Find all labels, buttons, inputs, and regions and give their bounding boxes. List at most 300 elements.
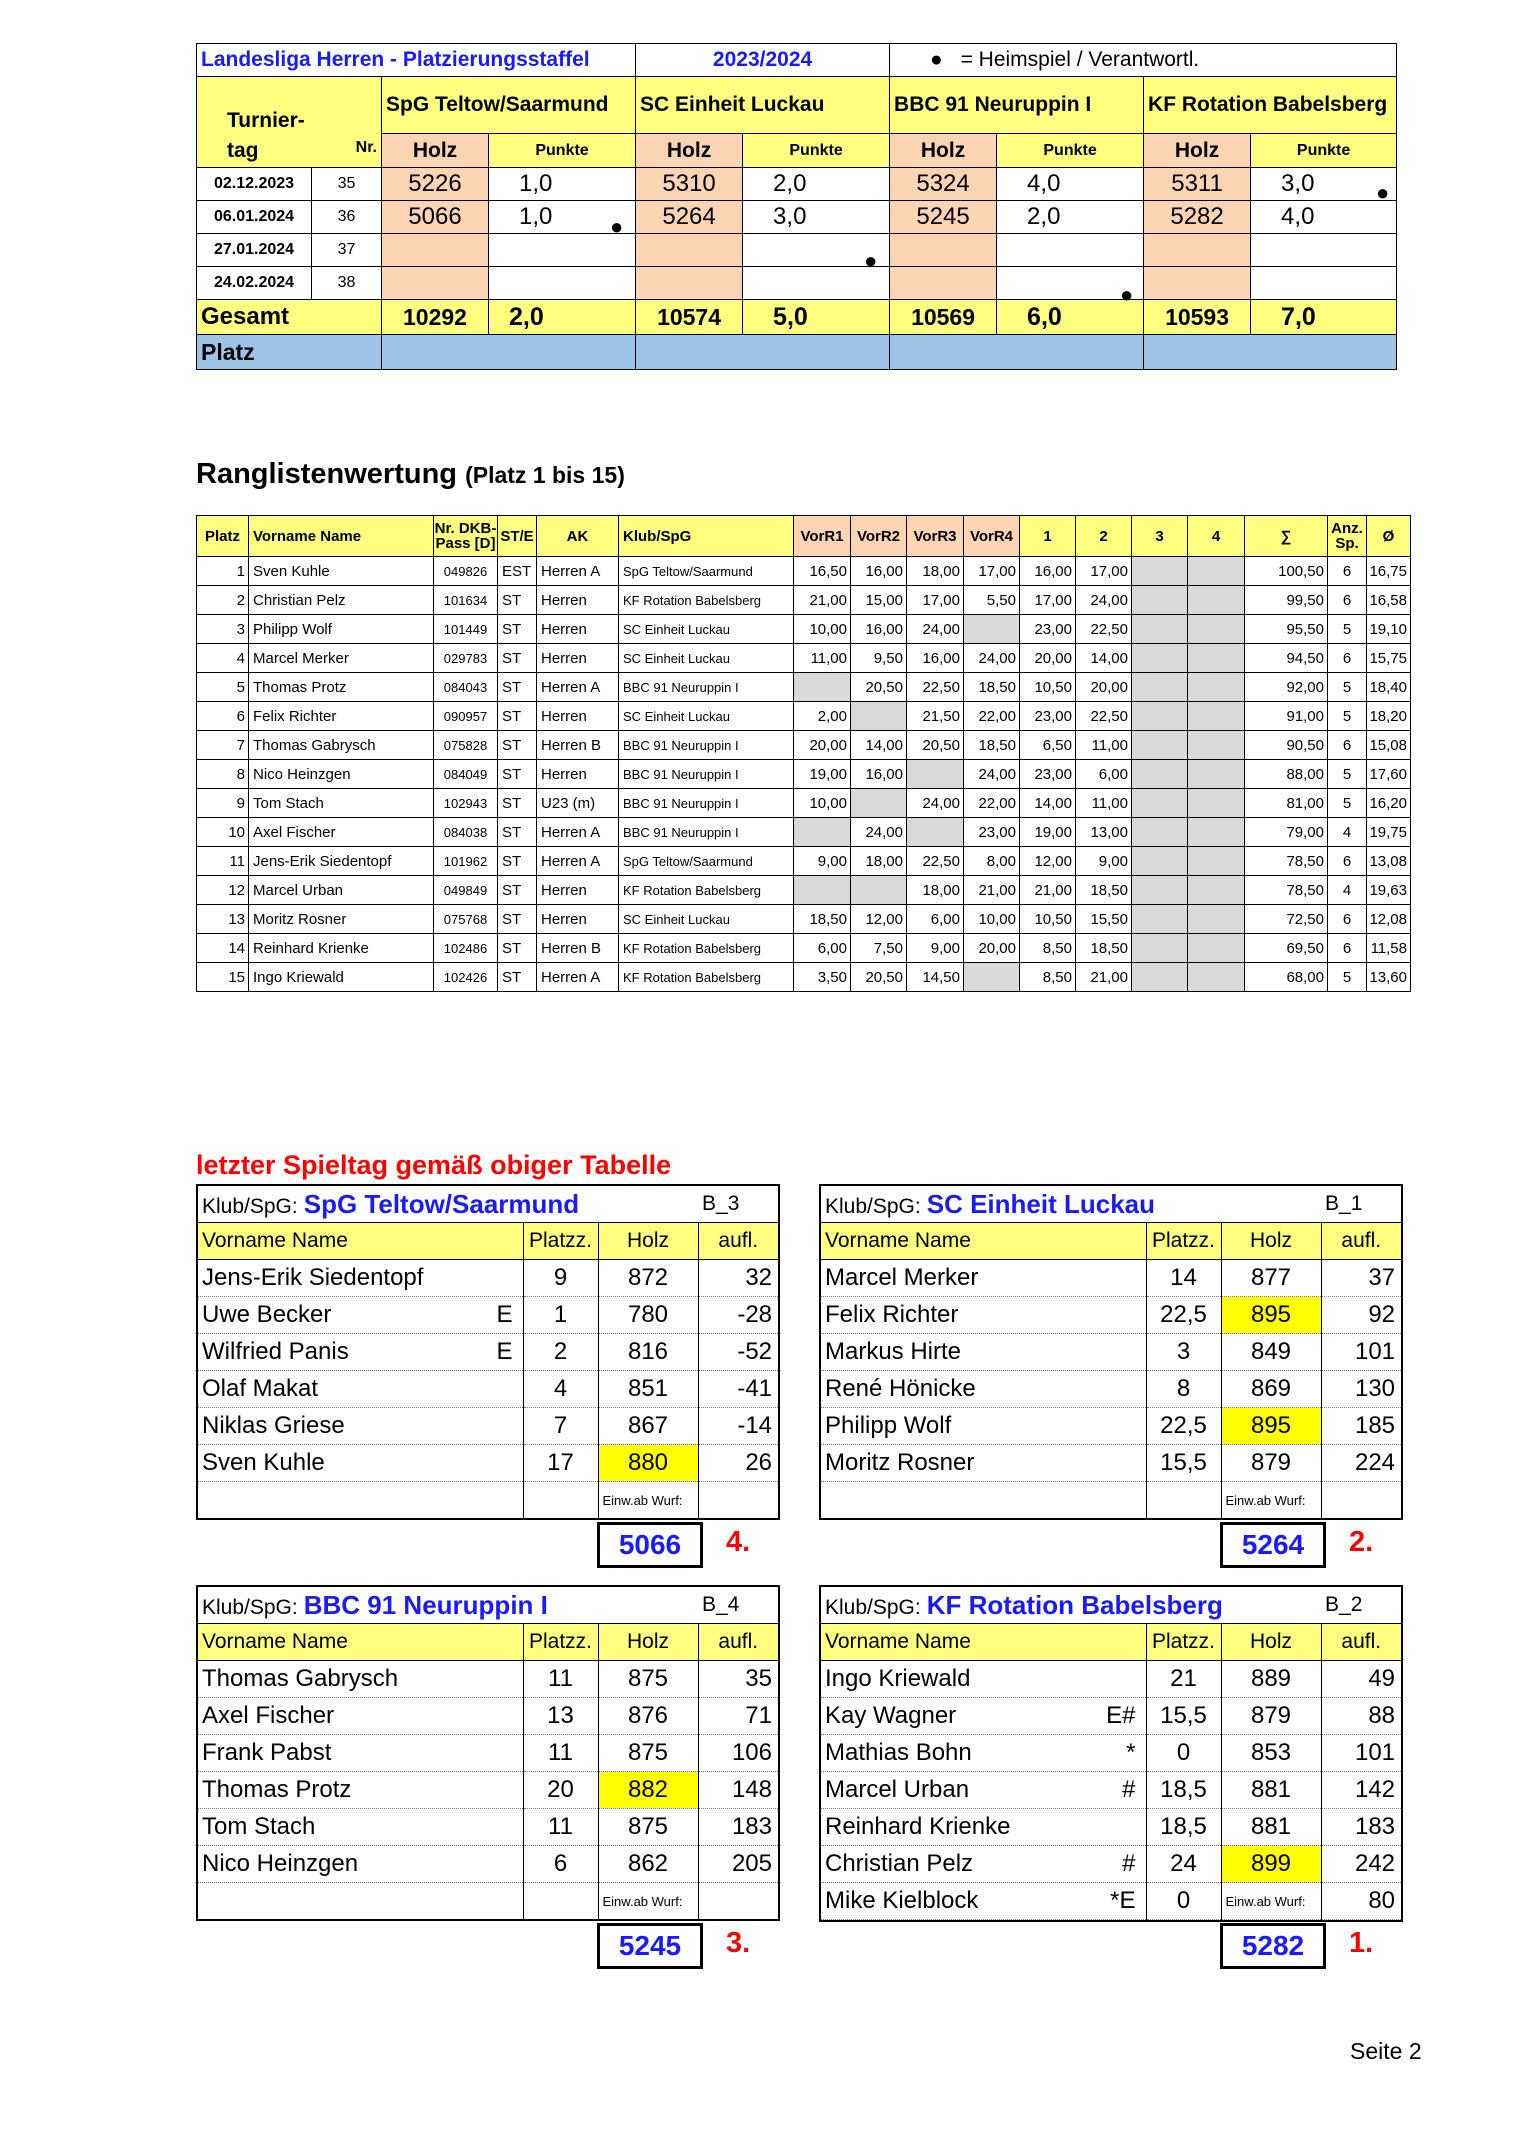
ranking-cell: 15,75 [1367,644,1411,673]
club-table [821,1186,1401,1518]
ranking-cell: Herren B [537,934,619,963]
ranking-cell: 18,50 [964,731,1020,760]
ranking-cell: 2,00 [794,702,851,731]
ranking-cell: KF Rotation Babelsberg [619,586,794,615]
page-number: Seite 2 [1350,2038,1422,2064]
player-row [198,1661,778,1698]
ranking-cell [1188,963,1245,992]
league-title: Landesliga Herren - Platzierungsstaffel [197,44,636,77]
ranking-column-header: VorR2 [851,516,907,557]
ranking-cell: 7 [197,731,249,760]
ranking-cell: 6,00 [794,934,851,963]
club-card [819,1184,1403,1520]
ranking-cell: 18,50 [1076,934,1132,963]
standings-body [197,168,1397,300]
player-platz: 18,5 [1146,1809,1221,1846]
gesamt-holz-2: 10574 [636,300,743,335]
nr-label: Nr. [355,139,377,156]
ranking-cell: SpG Teltow/Saarmund [619,557,794,586]
home-marker: ● [864,248,878,273]
club-header-row [821,1186,1401,1223]
ranking-cell: 24,00 [964,644,1020,673]
team-header-row [197,77,1397,134]
einw-label: Einw.ab Wurf: [598,1883,698,1920]
ranking-cell: Jens-Erik Siedentopf [249,847,434,876]
col-holz-header: Holz [1221,1624,1321,1661]
ranking-cell: 18,50 [794,905,851,934]
ranking-cell: Herren [537,876,619,905]
ranking-cell: 15,50 [1076,905,1132,934]
ranking-cell: ST [498,847,537,876]
punkte-value: 4,0 [1251,201,1397,234]
ranking-cell: 5 [1328,789,1367,818]
col-name-header: Vorname Name [198,1223,523,1260]
player-row [198,1260,778,1297]
player-name: Marcel Merker [825,1264,979,1291]
ranking-cell: SC Einheit Luckau [619,905,794,934]
player-aufl: 32 [698,1260,778,1297]
club-code: B_2 [1321,1587,1401,1624]
player-holz: 880 [598,1445,698,1482]
player-holz: 881 [1221,1809,1321,1846]
einw-row [821,1482,1401,1519]
player-platz: 8 [1146,1371,1221,1408]
player-row [198,1698,778,1735]
einw-value [698,1482,778,1519]
holz-header: Holz [1144,134,1251,168]
player-name-cell [198,1809,523,1846]
ranking-cell: 16,58 [1367,586,1411,615]
col-name-header: Vorname Name [821,1223,1146,1260]
ranking-cell [1188,731,1245,760]
ranking-cell: 24,00 [907,615,964,644]
ranking-cell: 17,00 [907,586,964,615]
ranking-column-header: Nr. DKB-Pass [D] [434,516,498,557]
ranking-cell: 102943 [434,789,498,818]
ranking-cell: 17,00 [964,557,1020,586]
team-name-4: KF Rotation Babelsberg [1144,77,1397,134]
punkte-value: 1,0 [489,201,636,234]
platz-cell [382,335,636,370]
ranking-cell: 19,75 [1367,818,1411,847]
player-name-cell [821,1445,1146,1482]
ranking-cell: 6,00 [907,905,964,934]
ranking-cell: 24,00 [964,760,1020,789]
punkte-value: 3,0 [743,201,890,234]
ranking-cell: Herren [537,905,619,934]
tournament-number: 37 [312,234,382,267]
ranking-cell: KF Rotation Babelsberg [619,963,794,992]
ranking-column-header: ∑ [1245,516,1328,557]
legend-text: = Heimspiel / Verantwortl. [960,48,1200,71]
punkte-header: Punkte [1251,134,1397,168]
holz-value [382,267,489,300]
ranking-cell: 6 [1328,586,1367,615]
ranking-cell: 78,50 [1245,847,1328,876]
ranking-cell: 17,00 [1076,557,1132,586]
gesamt-holz-3: 10569 [890,300,997,335]
player-name: Philipp Wolf [825,1412,952,1439]
ranking-cell: Tom Stach [249,789,434,818]
player-holz: 853 [1221,1735,1321,1772]
standings-title-row [197,44,1397,77]
player-aufl: 183 [698,1809,778,1846]
col-aufl-header: aufl. [1321,1624,1401,1661]
ranking-cell: 14,00 [1076,644,1132,673]
player-holz: 899 [1221,1846,1321,1883]
ranking-cell: 90,50 [1245,731,1328,760]
ranking-cell: ST [498,702,537,731]
player-name: Sven Kuhle [202,1449,325,1476]
ranking-cell: 6 [1328,557,1367,586]
player-row [198,1371,778,1408]
ranking-cell [1132,760,1188,789]
ranking-cell [1188,905,1245,934]
player-name-cell [198,1371,523,1408]
ranking-cell [1188,615,1245,644]
ranking-cell [1132,818,1188,847]
ranking-cell: 9,50 [851,644,907,673]
ranking-cell: 92,00 [1245,673,1328,702]
player-name: Wilfried Panis [202,1338,349,1365]
einw-value [698,1883,778,1920]
ranking-subtitle: (Platz 1 bis 15) [465,462,625,488]
ranking-cell: ST [498,905,537,934]
ranking-cell: Herren A [537,557,619,586]
ranking-cell: 15,00 [851,586,907,615]
ranking-cell: 22,50 [1076,702,1132,731]
club-table [198,1186,778,1518]
ranking-column-header: Klub/SpG [619,516,794,557]
ranking-cell: Marcel Urban [249,876,434,905]
player-aufl: 142 [1321,1772,1401,1809]
ranking-cell: Philipp Wolf [249,615,434,644]
ranking-cell: KF Rotation Babelsberg [619,934,794,963]
ranking-cell [907,818,964,847]
ranking-cell: 10,00 [794,789,851,818]
ranking-cell [794,673,851,702]
holz-value [890,267,997,300]
ranking-cell: 9 [197,789,249,818]
ranking-cell: 11,00 [1076,789,1132,818]
ranking-row [197,673,1411,702]
last-day-title: letzter Spieltag gemäß obiger Tabelle [196,1150,672,1180]
player-row [821,1735,1401,1772]
einw-spacer [821,1482,1146,1519]
col-aufl-header: aufl. [698,1624,778,1661]
ranking-cell: Ingo Kriewald [249,963,434,992]
ranking-cell: 20,50 [851,963,907,992]
punkte-value [1251,267,1397,300]
ranking-cell: 101962 [434,847,498,876]
ranking-row [197,731,1411,760]
player-aufl: 130 [1321,1371,1401,1408]
ranking-cell: ST [498,818,537,847]
ranking-cell: 21,00 [1076,963,1132,992]
player-aufl: 224 [1321,1445,1401,1482]
club-column-header-row [198,1624,778,1661]
ranking-column-header: VorR4 [964,516,1020,557]
ranking-cell: U23 (m) [537,789,619,818]
club-rank: 4. [726,1526,751,1558]
ranking-cell: 78,50 [1245,876,1328,905]
ranking-cell: 23,00 [1020,615,1076,644]
ranking-cell: 14 [197,934,249,963]
player-row [198,1408,778,1445]
ranking-cell: 7,50 [851,934,907,963]
player-name: Tom Stach [202,1813,316,1840]
platz-cell [890,335,1144,370]
ranking-cell: Nico Heinzgen [249,760,434,789]
sub-player-platz: 0 [1146,1883,1221,1920]
ranking-cell: 5 [1328,963,1367,992]
player-mark: # [1122,1776,1136,1803]
ranking-cell: BBC 91 Neuruppin I [619,673,794,702]
ranking-cell: Felix Richter [249,702,434,731]
holz-value [636,234,743,267]
holz-header: Holz [636,134,743,168]
ranking-cell: 10 [197,818,249,847]
player-name-cell [821,1260,1146,1297]
player-name: Moritz Rosner [825,1449,975,1476]
player-aufl: 26 [698,1445,778,1482]
ranking-cell: ST [498,731,537,760]
ranking-cell: 13 [197,905,249,934]
holz-value [1144,234,1251,267]
player-row [821,1661,1401,1698]
einw-row [198,1482,778,1519]
player-name-cell [198,1846,523,1883]
ranking-cell: 5 [1328,673,1367,702]
player-name: Axel Fischer [202,1702,335,1729]
player-name-cell [821,1698,1146,1735]
ranking-cell: 16,20 [1367,789,1411,818]
ranking-cell [1188,673,1245,702]
ranking-cell: 14,00 [1020,789,1076,818]
player-aufl: -41 [698,1371,778,1408]
einw-row [198,1883,778,1920]
tournament-number: 36 [312,201,382,234]
ranking-cell: 8,50 [1020,963,1076,992]
ranking-cell: 8,00 [964,847,1020,876]
ranking-cell: Herren B [537,731,619,760]
ranking-cell [1132,789,1188,818]
col-holz-header: Holz [598,1624,698,1661]
turnier-label: Turnier- [227,109,305,132]
einw-value [1321,1482,1401,1519]
player-name: Felix Richter [825,1301,959,1328]
gesamt-punkte-1: 2,0 [489,300,636,335]
club-header-row [198,1587,778,1624]
club-name: KF Rotation Babelsberg [926,1589,1223,1620]
ranking-cell: 19,63 [1367,876,1411,905]
ranking-cell [964,963,1020,992]
turniertag-header [197,77,382,168]
ranking-row [197,876,1411,905]
ranking-cell: 22,00 [964,702,1020,731]
gesamt-label: Gesamt [197,300,382,335]
player-row [198,1735,778,1772]
holz-value: 5264 [636,201,743,234]
player-name: Thomas Gabrysch [202,1665,399,1692]
ranking-cell: 21,00 [794,586,851,615]
ranking-cell [964,615,1020,644]
punkte-value [1251,234,1397,267]
ranking-cell: 15 [197,963,249,992]
col-aufl-header: aufl. [698,1223,778,1260]
ranking-cell: 24,00 [851,818,907,847]
player-name-cell [821,1809,1146,1846]
ranking-cell [1188,789,1245,818]
player-aufl: 205 [698,1846,778,1883]
ranking-cell: 8 [197,760,249,789]
ranking-cell: 13,60 [1367,963,1411,992]
club-total: 5245 [597,1923,703,1969]
ranking-cell: 18,00 [907,876,964,905]
ranking-cell: 5 [1328,760,1367,789]
ranking-cell: 16,00 [851,760,907,789]
club-header-row [821,1587,1401,1624]
player-mark: E [496,1338,513,1365]
tournament-number: 35 [312,168,382,201]
player-platz: 15,5 [1146,1698,1221,1735]
player-row [821,1260,1401,1297]
player-name-cell [198,1334,523,1371]
club-label: Klub/SpG: [825,1194,921,1218]
ranking-cell: 69,50 [1245,934,1328,963]
ranking-cell: 5 [1328,702,1367,731]
club-header [198,1186,698,1223]
ranking-row [197,644,1411,673]
ranking-cell: 12,08 [1367,905,1411,934]
ranking-cell: 20,50 [851,673,907,702]
player-holz: 849 [1221,1334,1321,1371]
player-aufl: 71 [698,1698,778,1735]
player-aufl: 185 [1321,1408,1401,1445]
player-name: Frank Pabst [202,1739,332,1766]
player-aufl: 148 [698,1772,778,1809]
ranking-cell: 029783 [434,644,498,673]
club-header [198,1587,698,1624]
ranking-cell: Marcel Merker [249,644,434,673]
player-platz: 6 [523,1846,598,1883]
holz-value [382,234,489,267]
player-name: Olaf Makat [202,1375,319,1402]
ranking-cell: 16,00 [851,557,907,586]
ranking-cell: 88,00 [1245,760,1328,789]
player-platz: 24 [1146,1846,1221,1883]
player-platz: 22,5 [1146,1297,1221,1334]
ranking-cell: 91,00 [1245,702,1328,731]
player-platz: 4 [523,1371,598,1408]
ranking-cell [1132,644,1188,673]
punkte-header: Punkte [489,134,636,168]
standings-row [197,201,1397,234]
ranking-row [197,615,1411,644]
player-row [821,1371,1401,1408]
player-platz: 9 [523,1260,598,1297]
player-name-cell [198,1445,523,1482]
ranking-cell [1188,847,1245,876]
player-name-cell [821,1334,1146,1371]
club-label: Klub/SpG: [202,1194,298,1218]
player-row [821,1846,1401,1883]
ranking-cell [1132,557,1188,586]
ranking-cell: Christian Pelz [249,586,434,615]
team-name-2: SC Einheit Luckau [636,77,890,134]
ranking-cell: Herren A [537,818,619,847]
holz-value: 5311 [1144,168,1251,201]
ranking-cell: 4 [197,644,249,673]
ranking-cell: 1 [197,557,249,586]
player-row [821,1698,1401,1735]
sub-player-aufl: 80 [1321,1883,1401,1920]
ranking-cell [1188,934,1245,963]
player-mark: # [1122,1850,1136,1877]
ranking-cell: ST [498,673,537,702]
player-mark: E [496,1301,513,1328]
ranking-column-header: VorR1 [794,516,851,557]
club-rank: 2. [1349,1526,1374,1558]
club-rank: 3. [726,1927,751,1959]
punkte-header: Punkte [743,134,890,168]
tournament-date: 27.01.2024 [197,234,312,267]
player-mark: E# [1106,1702,1136,1729]
holz-value: 5310 [636,168,743,201]
sub-player-name: Mike Kielblock [825,1887,979,1914]
player-name-cell [198,1297,523,1334]
ranking-cell: Herren [537,615,619,644]
player-holz: 875 [598,1661,698,1698]
ranking-cell: 20,00 [1020,644,1076,673]
ranking-cell: 10,00 [794,615,851,644]
platz-cell [636,335,890,370]
player-row [198,1297,778,1334]
sub-name-cell [821,1883,1146,1920]
player-platz: 20 [523,1772,598,1809]
ranking-row [197,760,1411,789]
ranking-cell: 68,00 [1245,963,1328,992]
player-holz: 867 [598,1408,698,1445]
club-total: 5066 [597,1522,703,1568]
ranking-cell: 10,50 [1020,905,1076,934]
ranking-cell: Herren [537,644,619,673]
ranking-cell: ST [498,586,537,615]
ranking-cell [1132,905,1188,934]
ranking-cell: ST [498,789,537,818]
player-name: René Hönicke [825,1375,976,1402]
season-label: 2023/2024 [636,44,890,77]
player-platz: 11 [523,1809,598,1846]
punkte-value: 2,0 [997,201,1144,234]
player-name-cell [821,1661,1146,1698]
tag-label: tag [227,139,259,162]
player-aufl: 88 [1321,1698,1401,1735]
club-column-header-row [821,1624,1401,1661]
player-name: Mathias Bohn [825,1739,972,1766]
player-holz: 879 [1221,1698,1321,1735]
player-aufl: 35 [698,1661,778,1698]
holz-header: Holz [890,134,997,168]
ranking-cell: 075768 [434,905,498,934]
ranking-table [196,515,1411,992]
club-column-header-row [821,1223,1401,1260]
einw-label: Einw.ab Wurf: [1221,1482,1321,1519]
ranking-column-header: VorR3 [907,516,964,557]
ranking-cell: 13,00 [1076,818,1132,847]
ranking-cell [1132,586,1188,615]
ranking-cell [851,702,907,731]
